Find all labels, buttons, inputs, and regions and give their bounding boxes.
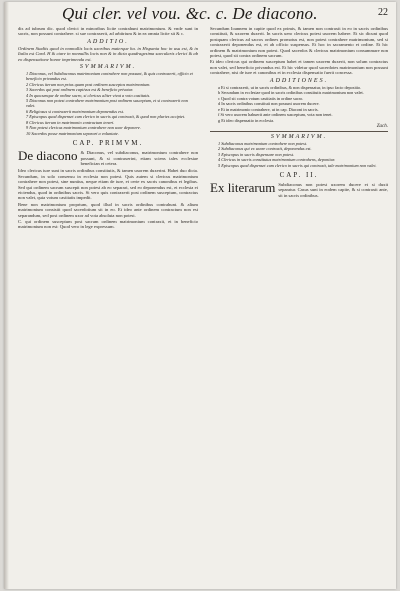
- additio-item: a Et si contraxerit, ut in sacris ordinibus, & non dispensatur, in ipso facto depositio.: [218, 84, 362, 90]
- additio-item: b Secundum in ecclesiae quod in sacris ordinibus constitutis matrimonium non valet.: [218, 90, 364, 96]
- summarium-item: 8 Clericus iterum in matrimonio contractum teneri.: [26, 119, 115, 125]
- summarium-item: 9 Non potest clericus matrimonium contrahere non uxor deponere.: [26, 125, 141, 131]
- summarium-item: 4 Clericus in sacris constitutus matrimonium contrahens, deponitur.: [218, 157, 336, 163]
- left-intro-text: dis ad tubrum dic. quod clerici in minoribus licite contrahunt matrimonium. & vnde sunt in sacris, non possunt contrahere. si sue contraxerit, ad arbitrium & in ea omnia licite sit & c.: [18, 26, 198, 37]
- right-chapter-opening: [210, 181, 388, 199]
- right-top-text: Secundum Ioannem in capite quod ex primis, & tamen non contraxit in eo in sacris ordinibus constituti, & uxorem duxerit. In sacris uero clericus potest uxorem habere. Et sic dicunt quod postquam clericus ad sacros ordines promotus est, non potest contrahere matrimonium, sed si contraxerit deponendus est, et ab officio suspensus. Et hoc in sacramento et ordine. Et hic ordinem & matrimonium non potest. Quod sacerdos & clericus matrimonium consummare non potest, quod sit contra ordinem sacrum.: [210, 26, 388, 59]
- summarium-item: 3 Episcopus in sacris dispensare non potest.: [218, 151, 295, 157]
- summarium-item: 1 Subdiaconus matrimonium contrahere non potest.: [218, 140, 308, 146]
- right-chapter-title: CAP. II.: [279, 171, 319, 180]
- additio-item: d In sacris ordinibus constituti non possunt uxorem ducere.: [218, 101, 320, 107]
- page-edge-shadow: [4, 2, 9, 589]
- left-chapter-opening: [18, 149, 198, 167]
- right-additiones-heading: ADDITIONES.: [269, 77, 329, 84]
- section-divider: [210, 131, 388, 132]
- summarium-item: 5 Diaconus non potest contrahere matrimonium post ordinem susceptum, et si contraxerit non valet.: [26, 98, 188, 109]
- right-chapter-intro: Subdiaconus non potest uxorem ducere et si duxit separatur. Casus sunt in eodem capite, & si contraxit ante, sit in sacris ordinibus.: [278, 182, 388, 198]
- left-footer-text: C. qui ordinem susceptum post sacrum ordinem matrimonium contraxit, et in beneficio matrimonium non est: Quod vero in lege expressum.: [18, 219, 198, 230]
- left-chapter-bigword: De diacono: [18, 148, 78, 164]
- left-additio-heading: ADDITIO.: [87, 38, 129, 45]
- signature: Zach.: [376, 123, 388, 129]
- summarium-item: 5 Episcopus quod dispenset cum clerico in sacris qui contraxit, tale matrimonium non valet.: [218, 162, 377, 168]
- summarium-item: 7 Episcopus quod dispenset cum clerico in sacris qui contraxit, & quod non pluries accipiet.: [26, 114, 186, 120]
- summarium-item: 2 Subdiaconus qui ex uxore contraxit, deponendus est.: [218, 146, 312, 152]
- summarium-item: 10 Sacerdos posse matrimonium separari a voluntate.: [26, 130, 119, 136]
- additio-item: c Quod sit contra votum castitatis in ordine sacro.: [218, 95, 304, 101]
- right-column: [210, 26, 388, 586]
- summarium-item: 1 Diaconus, vel Subdiaconus matrimonium contrahere non possunt, & quis contraxerit, officio et beneficio privandus est.: [26, 71, 193, 82]
- summarium-item: 3 Sacerdos qui post ordinem captivus est & beneficio privatur.: [26, 87, 134, 93]
- left-chapter-title: CAP. PRIMVM.: [72, 139, 144, 148]
- right-chapter-bigword: Ex literarum: [210, 180, 276, 196]
- document-page: [4, 2, 396, 589]
- running-header: Qui cler. vel vou. &c. c. De diacono.: [62, 4, 318, 23]
- summarium-item: 6 Religiosus si contraxerit matrimonium deponendus est.: [26, 108, 124, 114]
- additio-item: e Et in matrimonio contrahere, ut in cap. Diaconi in sacris.: [218, 106, 319, 112]
- left-summarium-heading: SVMMARIVM.: [79, 64, 137, 71]
- summarium-item: 4 In quocumque de ordine sacro, si clericus aliter vivat a voto castitatis.: [26, 92, 151, 98]
- right-summarium-heading: SVMMARIVM.: [270, 133, 328, 140]
- summarium-item: 2 Clericus iterum non prius quam post ordinem susceptos matrimonium.: [26, 81, 151, 87]
- right-summarium-list: [210, 141, 388, 168]
- page-number: 22: [378, 7, 388, 18]
- left-additio-text: Ordinem Stadiis quod in nonnullis locis uxoribus materque ha. in Hispania hoc in usu est, & in Italia est Card. H & ctare in nonnullis locis non & in dicta quadragesima saecularis clerici & ab eo dispensatione honor imprimenda est.: [18, 45, 198, 62]
- left-column: [18, 26, 198, 586]
- additio-item: f Si vero uxorem habuerit ante ordinem susceptum, vota non tenet.: [218, 112, 333, 118]
- left-chapter-body: Ideo clericus iure sunt in sacris ordinibus constitutis, & tamen uxorem duxerint. Habet duo dicta. Secundum, in solo consensu in ecclesia non potest. Quis autem si clericus matrimonium contrahere non potest, sine nuntius, neque etiam de iure, et certe ex sacris canonibus et legibus. Sed qui ordinem sacrum suscepit non potest ab eo separari, sed eo deponendus est, et ecclesia ei eiciendus, quod in ordinibus sacris. Si vero quis contraxerit post ordinem susceptum, contractus non valet, quia votum castitatis impedit.: [18, 168, 198, 201]
- additio-item: g Et ideo dispensatio in ecclesia.: [218, 117, 275, 123]
- left-summarium-list: [18, 71, 198, 136]
- left-chapter-intro: & Diaconus, vel subdiaconus, matrimonium contrahere non possunt, & si contraxerint, etiam sciens tales ecclesiae benefician et cetera.: [80, 150, 198, 166]
- right-additiones-list: [210, 85, 388, 123]
- right-top-text-2: Et ideo clericus qui ordinem susceptum habet et tamen uxorem duxerit, non solum contractus non valet, sed beneficio privandus est. Et hic videtur quod sacerdotes matrimonium non possunt contrahere, nisi de iure et canonibus et in ecclesia dispensatio fuerit concessa.: [210, 59, 388, 76]
- left-chapter-body-2: Bene non matrimonium proprium, quod illud in sacris ordinibus contrahunt. & alium matrimonium consistit quod sacerdotium sit in eo. Et ideo ante ordinem contractum non est separandum, sed post ordinem uxor ad vota absoluta non potest.: [18, 201, 198, 218]
